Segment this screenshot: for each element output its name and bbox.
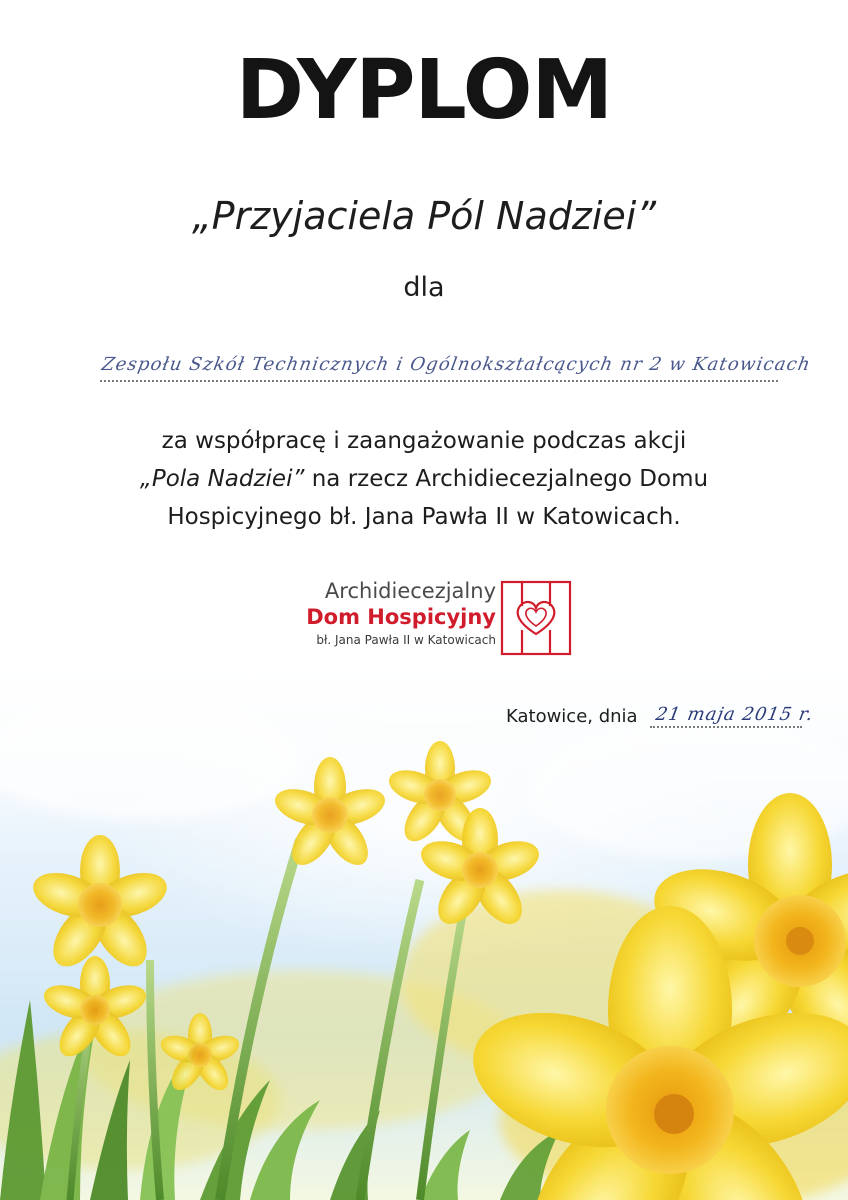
date-row <box>506 704 816 734</box>
hospice-logo <box>278 578 578 660</box>
diploma-body <box>60 422 788 536</box>
diploma-title: DYPLOM <box>235 43 613 138</box>
date-dotted-line <box>650 726 802 728</box>
date-handwriting: 21 maja 2015 r. <box>654 704 816 725</box>
diploma-subtitle: „Przyjaciela Pól Nadziei” <box>191 194 656 238</box>
body-line-1: za współpracę i zaangażowanie podczas akcji <box>161 428 687 454</box>
logo-line-3: bł. Jana Pawła II w Katowicach <box>316 633 496 647</box>
body-line-3: Hospicyjnego bł. Jana Pawła II w Katowicach. <box>167 504 681 530</box>
recipient-dotted-line <box>100 380 778 382</box>
date-label: Katowice, dnia <box>506 706 638 727</box>
recipient-field <box>100 352 813 388</box>
body-line-2 <box>60 460 788 498</box>
logo-line-1: Archidiecezjalny <box>324 579 496 603</box>
heart-h-logo-icon <box>500 580 572 656</box>
for-word: dla <box>403 272 445 303</box>
hospice-logo-text <box>278 578 496 650</box>
logo-line-2: Dom Hospicyjny <box>306 605 496 629</box>
action-name: „Pola Nadziei” <box>139 466 305 492</box>
body-line-2-rest: na rzecz Archidiecezjalnego Domu <box>304 466 709 492</box>
recipient-handwriting: Zespołu Szkół Technicznych i Ogólnokształcących nr 2 w Katowicach <box>100 354 813 375</box>
date-field <box>650 704 816 732</box>
